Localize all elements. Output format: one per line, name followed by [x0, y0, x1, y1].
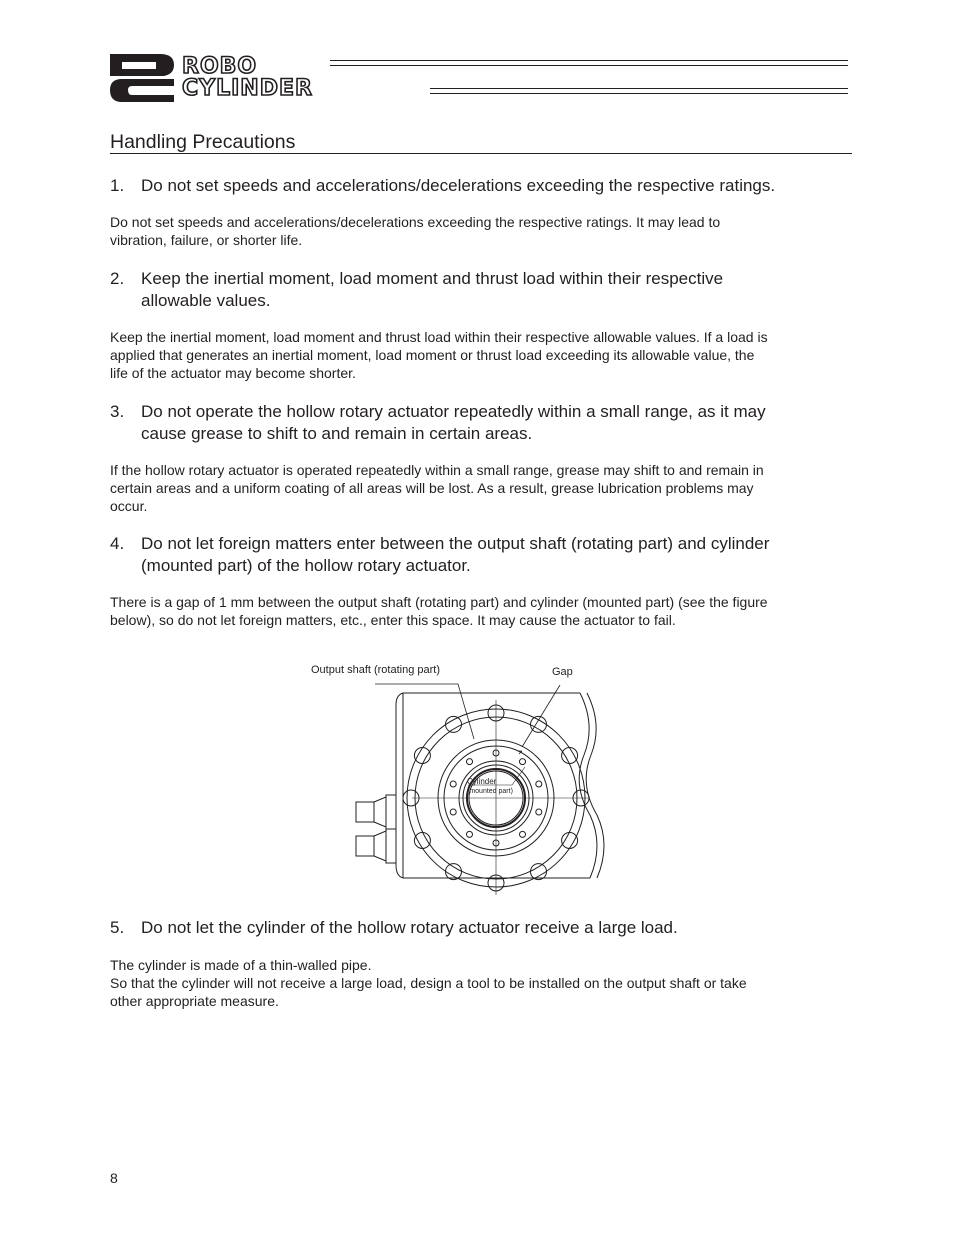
header-rule-top [330, 60, 848, 66]
item-heading-text: Do not let the cylinder of the hollow rotary actuator receive a large load. [141, 918, 678, 937]
body-line: life of the actuator may become shorter. [110, 365, 356, 381]
item-heading-line: (mounted part) of the hollow rotary actuator. [141, 556, 471, 575]
body-line: Do not set speeds and accelerations/decelerations exceeding the respective ratings. It may lead to [110, 214, 721, 230]
item-number: 2. [110, 269, 125, 288]
body-line: So that the cylinder will not receive a large load, design a tool to be installed on the output shaft or take [110, 975, 747, 991]
item-heading-line: Do not operate the hollow rotary actuator repeatedly within a small range, as it may [141, 402, 766, 421]
item-5-heading [110, 917, 852, 939]
item-2-body [110, 328, 852, 382]
body-line: occur. [110, 498, 148, 514]
label-gap: Gap [552, 666, 573, 678]
body-line: Keep the inertial moment, load moment and thrust load within their respective allowable values. If a load is [110, 329, 768, 345]
header-rule-bottom [430, 88, 848, 94]
logo-line-robo: ROBO [182, 54, 258, 79]
label-output-shaft: Output shaft (rotating part) [311, 664, 441, 676]
logo-line-cylinder: CYLINDER [182, 76, 313, 101]
item-1-heading [110, 175, 852, 197]
logo-wordmark [182, 56, 313, 100]
item-heading-line: cause grease to shift to and remain in certain areas. [141, 424, 533, 443]
body-line: vibration, failure, or shorter life. [110, 232, 303, 248]
item-heading-text: Do not set speeds and accelerations/decelerations exceeding the respective ratings. [141, 176, 776, 195]
actuator-figure [300, 655, 620, 895]
body-line: below), so do not let foreign matters, etc., enter this space. It may cause the actuator to fail. [110, 612, 676, 628]
label-cylinder: Cylinder [467, 777, 497, 786]
page-number: 8 [110, 1170, 118, 1186]
item-number: 1. [110, 176, 125, 195]
body-line: applied that generates an inertial moment, load moment or thrust load exceeding its allowable value, the [110, 347, 755, 363]
item-3-body [110, 461, 852, 515]
body-line: There is a gap of 1 mm between the output shaft (rotating part) and cylinder (mounted part) (see the figure [110, 594, 768, 610]
robo-cylinder-logo-icon [108, 52, 178, 104]
item-number: 5. [110, 918, 125, 937]
body-line: If the hollow rotary actuator is operated repeatedly within a small range, grease may shift to and remain in [110, 462, 764, 478]
item-1-body [110, 213, 852, 249]
item-heading-line: Do not let foreign matters enter between the output shaft (rotating part) and cylinder [141, 534, 770, 553]
item-4-body [110, 593, 852, 629]
item-2-heading [110, 268, 852, 312]
item-heading-line: allowable values. [141, 291, 271, 310]
body-line: The cylinder is made of a thin-walled pipe. [110, 957, 372, 973]
item-5-body [110, 956, 852, 1010]
body-line: other appropriate measure. [110, 993, 279, 1009]
hollow-rotary-actuator-drawing [300, 655, 620, 895]
item-number: 3. [110, 402, 125, 421]
item-number: 4. [110, 534, 125, 553]
page-header [108, 50, 848, 106]
section-title: Handling Precautions [110, 131, 852, 154]
item-3-heading [110, 401, 852, 445]
label-cylinder-sub: (mounted part) [467, 788, 513, 795]
body-line: certain areas and a uniform coating of all areas will be lost. As a result, grease lubrication problems may [110, 480, 754, 496]
item-heading-line: Keep the inertial moment, load moment and thrust load within their respective [141, 269, 724, 288]
item-4-heading [110, 533, 852, 577]
